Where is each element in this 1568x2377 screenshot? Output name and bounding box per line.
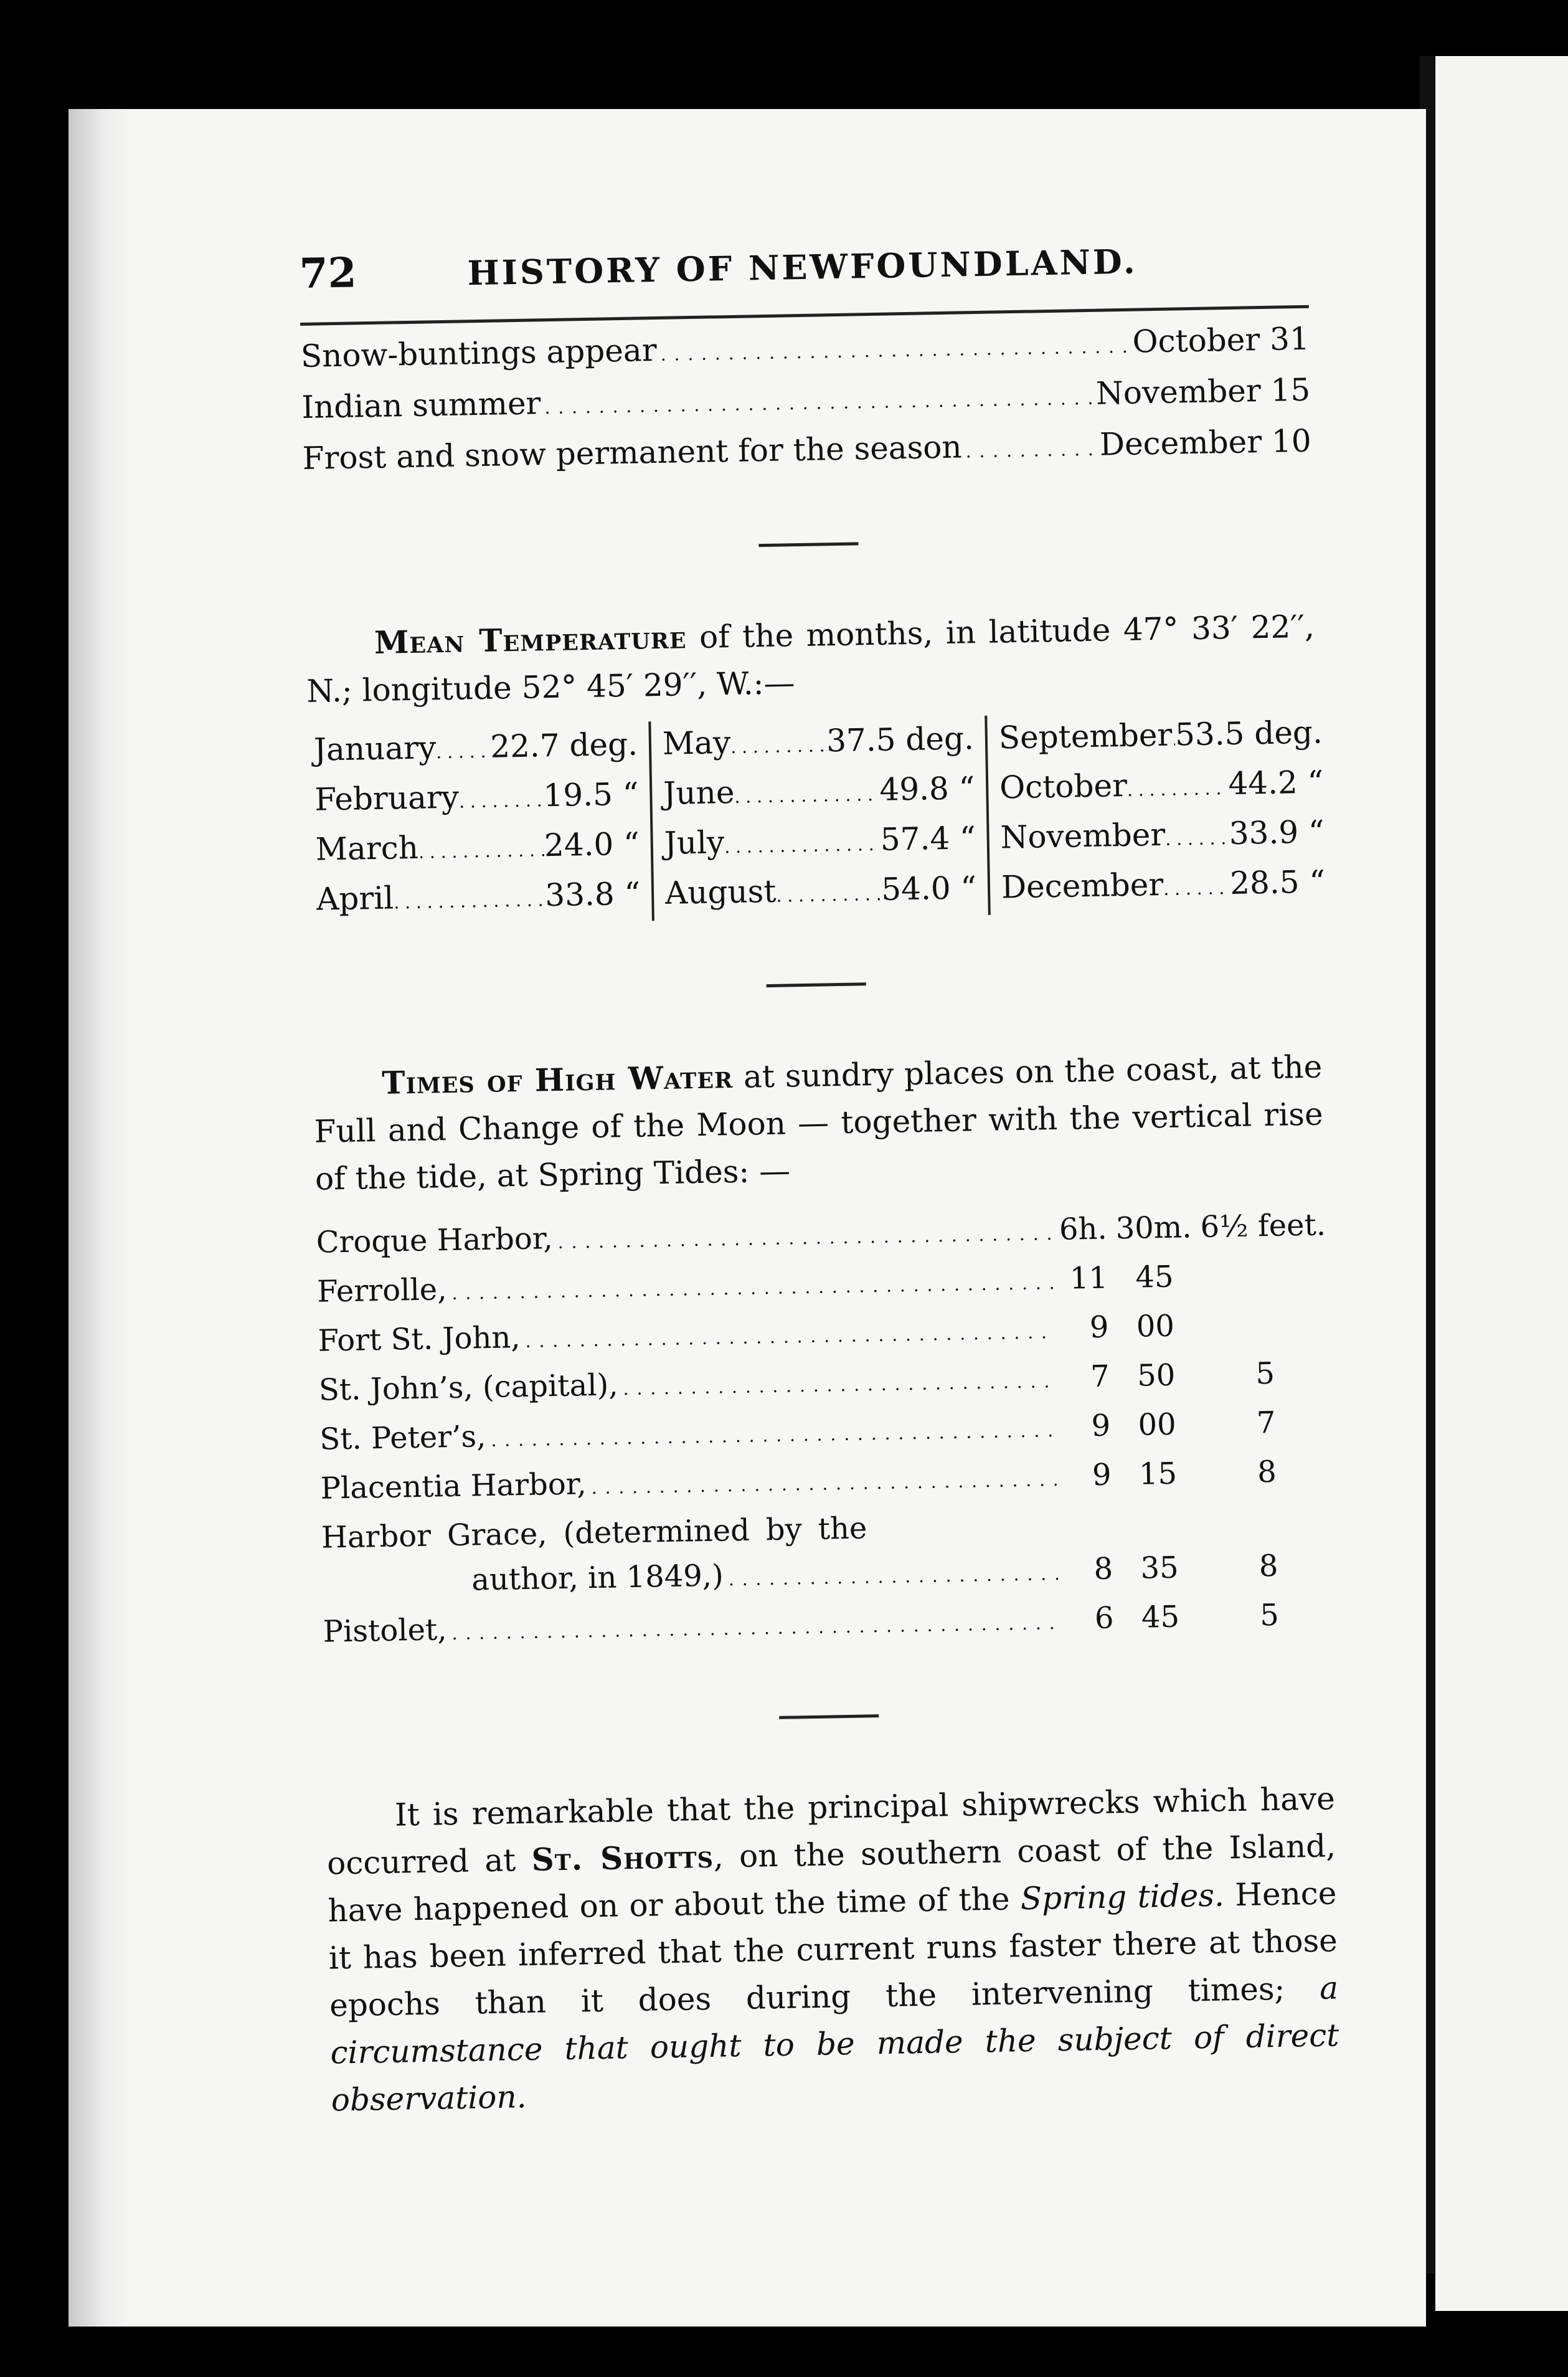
section-divider [767,982,866,987]
text-cell: Croque Harbor, [316,1221,554,1260]
text-cell: September [998,716,1173,756]
temperature-intro-text: of the months, in latitude 47° 33′ 22′′, N.; longitude 52° 45′ 29′′, W.:— [306,608,1315,709]
text-cell: author, in 1849,) [471,1558,724,1598]
text-cell: 00 [1138,1407,1177,1443]
text-cell: 9 [1089,1309,1109,1345]
text-cell: a circumstance that ought to be made the subject of direct observation. [330,1970,1339,2118]
section-divider [758,542,858,547]
text-cell: 24.0 “ [544,825,640,864]
text-cell: Fort St. John, [318,1320,521,1359]
text-cell: , on the southern coast of the Island, have happened on or about the time of the [328,1828,1336,1929]
temperature-row [662,716,974,771]
text-cell: 7 [1090,1359,1110,1395]
text-cell: July [664,824,725,861]
text-cell: 22.7 deg. [489,726,638,765]
temperature-row [1000,809,1325,865]
tides-intro-text: at sundry places on the coast, at the Full and Change of the Moon — together with the vertical rise of the tide, at Spring Tides: — [314,1048,1323,1197]
text-cell: Spring tides. [1020,1877,1225,1917]
temperature-row [315,822,640,877]
text-cell: 8 [1259,1548,1278,1584]
temperature-table [307,710,1326,927]
closing-paragraph [326,1775,1340,2123]
temperature-lead: Mean Temperature [374,619,687,661]
text-cell: Hence it has been inferred that the current runs faster there at those epochs than it does during the intervening times; [328,1875,1338,2024]
text-cell: St. John’s, (capital), [318,1367,618,1408]
text-cell: 19.5 “ [543,776,639,814]
text-cell: 45 [1141,1599,1180,1635]
text-cell: 33.8 “ [544,875,641,914]
temperature-column [985,709,1336,915]
text-cell: Pistolet, [323,1612,447,1649]
text-cell: 53.5 deg. [1174,714,1323,753]
season-dates-list [300,316,1311,486]
temperature-row [664,815,976,871]
page-content [299,232,1340,2124]
next-page-edge [1435,56,1568,2311]
text-cell: by [765,1512,803,1548]
text-cell: the [818,1511,867,1547]
text-cell: 6h. [1059,1211,1108,1247]
text-cell: St. Peter’s, [319,1419,486,1457]
temperature-row [663,766,975,821]
temperature-column [648,716,988,921]
season-event: Frost and snow permanent for the season [302,429,963,477]
text-cell: 44.2 “ [1227,764,1324,802]
text-cell: 5 [1255,1355,1275,1392]
text-cell: 15 [1138,1456,1178,1492]
text-cell: October [999,767,1128,806]
text-cell: 50 [1136,1357,1176,1393]
text-cell: August [664,873,777,911]
temperature-row [665,865,977,921]
text-cell: 9 [1092,1457,1112,1493]
text-cell: February [314,779,460,818]
text-cell: 11 [1069,1260,1108,1296]
season-event: Indian summer [301,385,541,425]
place-name-st-shotts: St. Shotts [531,1838,714,1878]
season-event: Snow-buntings appear [300,332,658,374]
text-cell: Grace, [446,1516,547,1554]
section-divider [779,1714,879,1719]
text-cell: 5 [1259,1597,1280,1633]
tide-table [316,1202,1332,1658]
text-cell: November [1000,816,1166,856]
text-cell: 7 [1256,1405,1276,1441]
season-date: October 31 [1132,320,1310,360]
temperature-row [313,722,638,777]
text-cell: (determined [563,1512,750,1551]
text-cell: 30m. [1115,1210,1193,1246]
text-cell: 00 [1136,1308,1175,1344]
text-cell: 8 [1093,1551,1113,1587]
text-cell: April [316,880,394,918]
season-date: November 15 [1095,371,1311,412]
text-cell: 6½ feet. [1200,1207,1326,1245]
text-cell: 37.5 deg. [826,720,975,759]
text-cell: 28.5 “ [1229,863,1326,902]
page-number: 72 [299,248,357,298]
text-cell: Ferrolle, [316,1272,447,1309]
text-cell [1201,1284,1326,1286]
text-cell: Placentia Harbor, [320,1466,587,1506]
text-cell [1202,1333,1327,1335]
temperature-row [999,759,1324,815]
tides-lead: Times of High Water [381,1058,734,1101]
text-cell: Harbor [321,1518,432,1555]
text-cell: 9 [1091,1408,1111,1444]
season-date: December 10 [1099,422,1312,463]
text-cell: January [313,729,437,768]
text-cell: 57.4 “ [880,820,976,858]
text-cell: 49.8 “ [879,770,975,808]
text-cell: May [662,724,731,762]
text-cell: 6 [1094,1600,1115,1636]
tides-intro [313,1043,1325,1203]
temperature-row [1001,859,1325,914]
temperature-row [314,772,639,827]
text-cell: 35 [1140,1550,1179,1586]
text-cell: June [663,774,735,812]
temperature-intro [305,603,1315,715]
text-cell: December [1001,866,1164,906]
temperature-row [316,871,641,927]
temperature-row [998,709,1323,765]
running-title: HISTORY OF NEWFOUNDLAND. [467,241,1138,293]
text-cell: It is remarkable that the principal shipwrecks which have occurred at [326,1780,1336,1882]
temperature-column [307,721,652,927]
text-cell: March [315,829,419,868]
text-cell: 33.9 “ [1229,814,1325,852]
text-cell: 45 [1135,1259,1174,1295]
text-cell: 8 [1257,1454,1277,1490]
text-cell: 54.0 “ [881,870,977,908]
page-spine-shadow [68,109,131,2327]
